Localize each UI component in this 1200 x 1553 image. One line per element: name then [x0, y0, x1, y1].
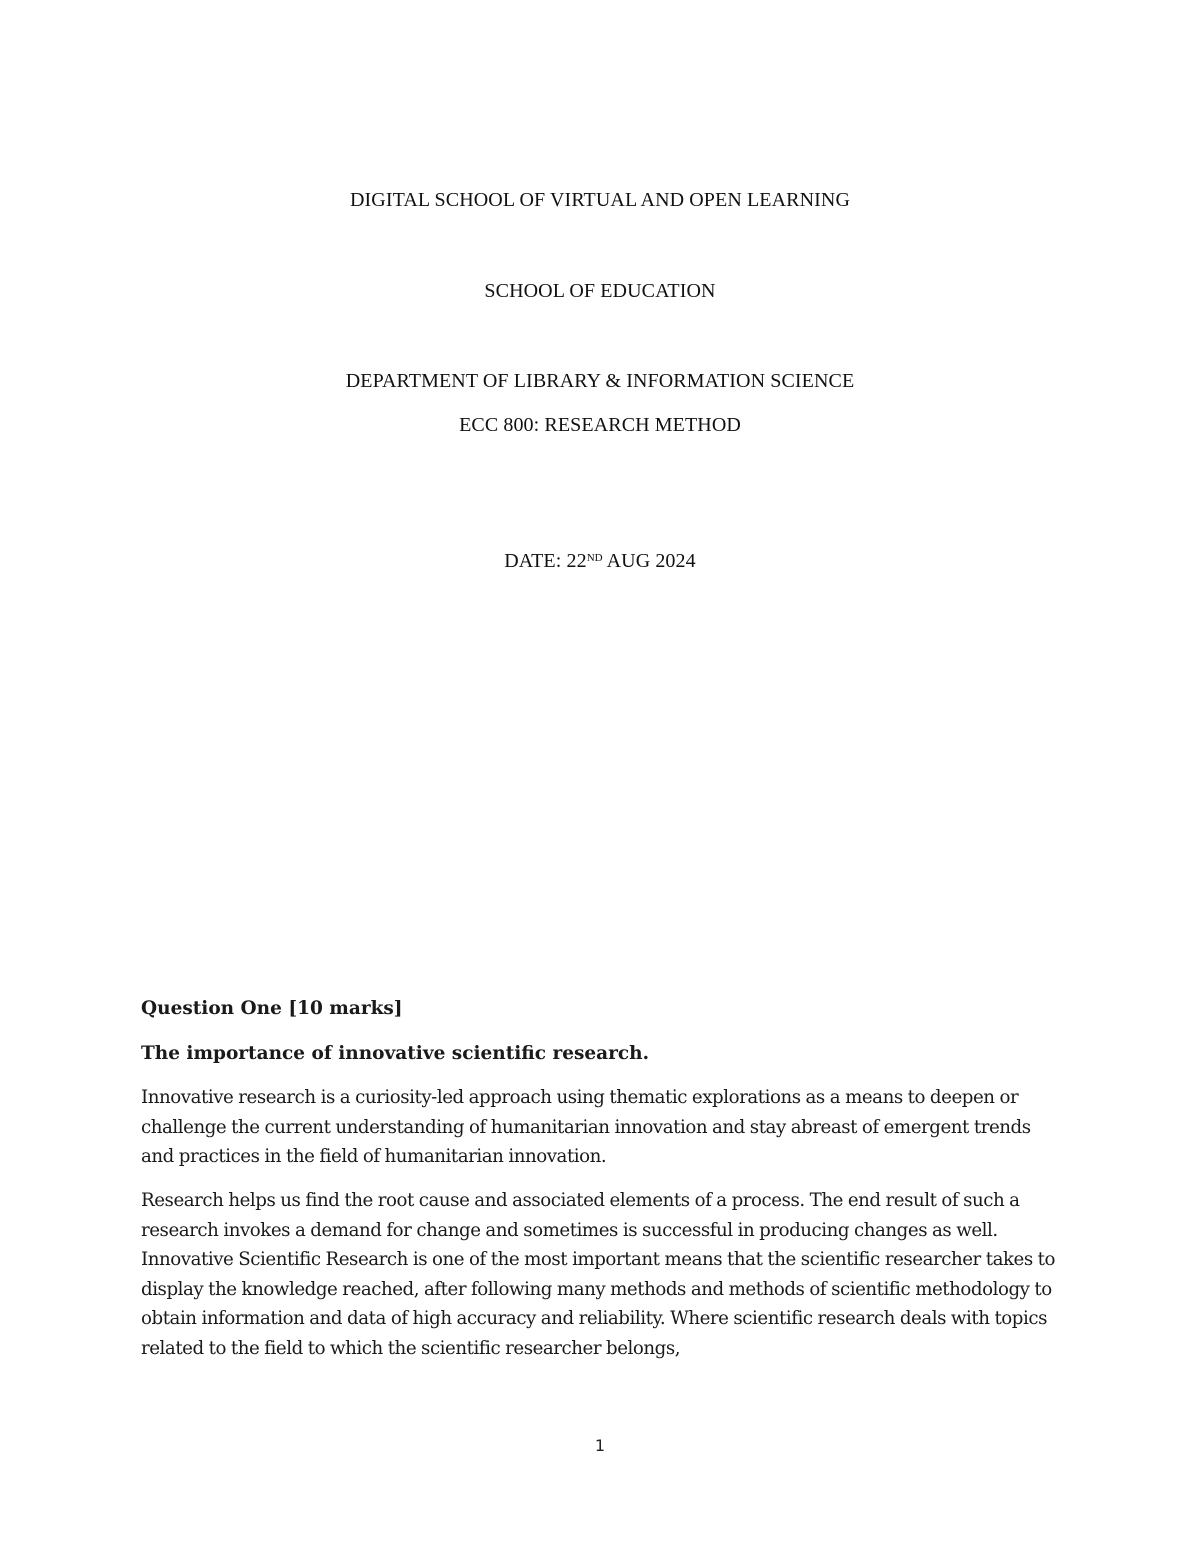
school-title: SCHOOL OF EDUCATION [484, 280, 716, 302]
page-number: 1 [594, 1436, 606, 1455]
date-prefix: DATE: 22 [504, 550, 587, 572]
date-superscript: ND [586, 552, 603, 564]
department-title: DEPARTMENT OF LIBRARY & INFORMATION SCIENCE [345, 370, 855, 392]
body-paragraph: Innovative research is a curiosity-led approach using thematic explorations as a means to deepen or challenge the current understanding of humanitarian innovation and stay abreast of emergent trends and practices in the field of humanitarian innovation. [141, 1087, 1031, 1167]
date-suffix: AUG 2024 [602, 550, 696, 572]
question-title: The importance of innovative scientific research. [141, 1043, 650, 1064]
question-heading-block [141, 997, 1061, 1021]
body-paragraph: Research helps us find the root cause and associated elements of a process. The end result of such a research invokes a demand for change and sometimes is successful in producing changes as well. Innovative Scientific Research is one of the most important means that the scientific researcher takes to display the knowledge reached, after following many methods and methods of scientific methodology to obtain information and data of high accuracy and reliability. Where scientific research deals with topics related to the field to which the scientific researcher belongs, [141, 1190, 1056, 1359]
question-heading: Question One [10 marks] [141, 998, 403, 1019]
paragraph-block-1 [141, 1083, 1061, 1172]
paragraph-block-2 [141, 1186, 1061, 1363]
institution-title: DIGITAL SCHOOL OF VIRTUAL AND OPEN LEARNING [350, 189, 850, 211]
date-line [0, 549, 1200, 573]
course-title: ECC 800: RESEARCH METHOD [459, 414, 741, 436]
question-title-block [141, 1042, 1061, 1066]
